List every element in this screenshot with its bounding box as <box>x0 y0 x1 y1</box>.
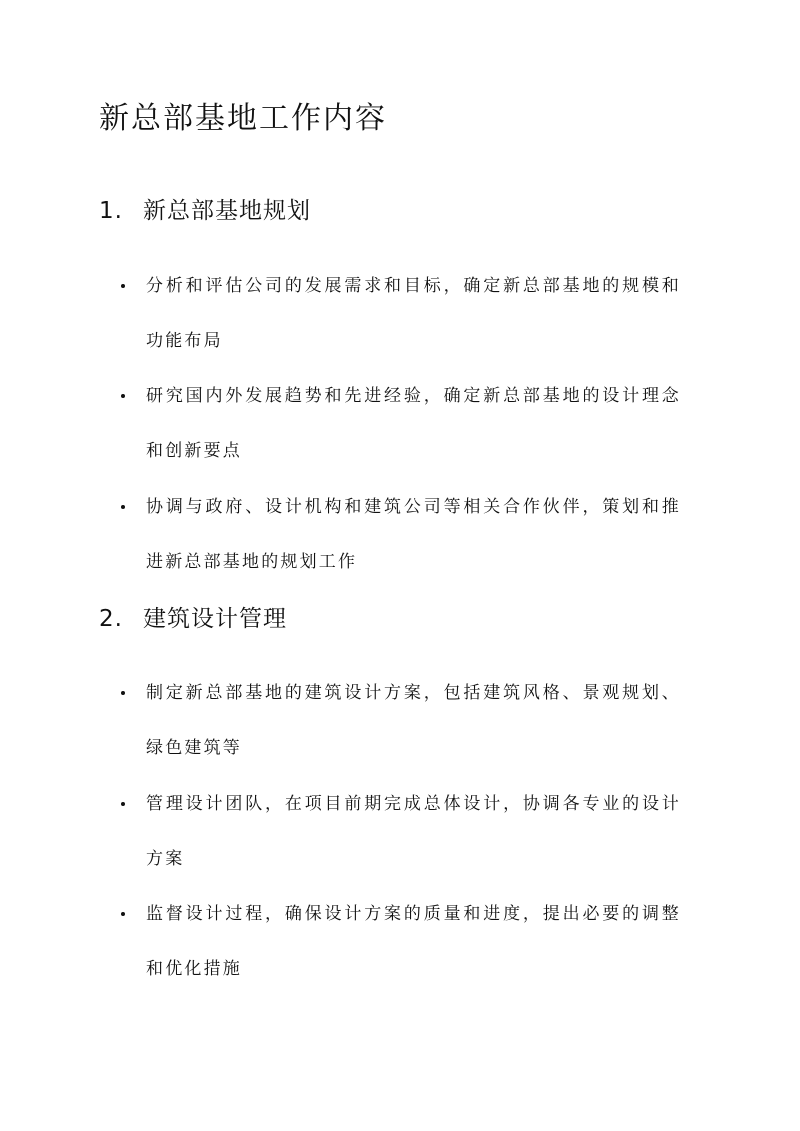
bullet-dot-icon <box>121 284 125 288</box>
list-item <box>121 266 681 376</box>
list-item-text: 协调与政府、设计机构和建筑公司等相关合作伙伴，策划和推进新总部基地的规划工作 <box>146 497 681 572</box>
list-item-text: 监督设计过程，确保设计方案的质量和进度，提出必要的调整和优化措施 <box>146 904 681 979</box>
section-title: 建筑设计管理 <box>143 606 287 632</box>
list-item-text: 分析和评估公司的发展需求和目标，确定新总部基地的规模和功能布局 <box>146 276 681 351</box>
bullet-dot-icon <box>121 691 125 695</box>
list-item-text: 制定新总部基地的建筑设计方案，包括建筑风格、景观规划、绿色建筑等 <box>146 683 681 758</box>
list-item <box>121 784 681 894</box>
list-item-text: 研究国内外发展趋势和先进经验，确定新总部基地的设计理念和创新要点 <box>146 386 681 461</box>
list-item <box>121 673 681 783</box>
bullet-dot-icon <box>121 394 125 398</box>
bullet-dot-icon <box>121 912 125 916</box>
section-heading-2 <box>99 604 287 634</box>
list-item-text: 管理设计团队，在项目前期完成总体设计，协调各专业的设计方案 <box>146 794 681 869</box>
page-title: 新总部基地工作内容 <box>99 101 387 136</box>
bullet-dot-icon <box>121 802 125 806</box>
section-number: 1. <box>99 198 123 224</box>
list-item <box>121 894 681 1004</box>
list-item <box>121 487 681 597</box>
section-title: 新总部基地规划 <box>143 198 311 224</box>
bullet-dot-icon <box>121 505 125 509</box>
section-number: 2. <box>99 606 123 632</box>
list-item <box>121 376 681 486</box>
section-heading-1 <box>99 196 311 226</box>
